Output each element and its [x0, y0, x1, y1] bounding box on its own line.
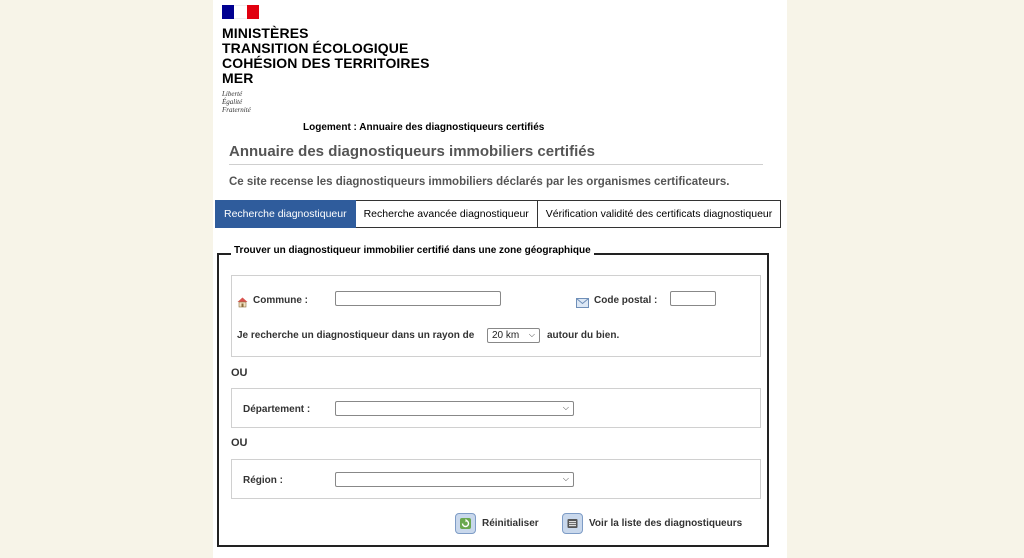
chevron-down-icon: ⌵	[562, 474, 569, 483]
logo-line-3: COHÉSION DES TERRITOIRES	[222, 55, 430, 71]
republic-motto: Liberté Égalité Fraternité	[222, 90, 251, 114]
logo-line-2: TRANSITION ÉCOLOGIQUE	[222, 40, 409, 56]
region-label: Région :	[243, 475, 283, 486]
radius-prefix: Je recherche un diagnostiqueur dans un rayon de	[237, 330, 475, 341]
tab-verification-certificats[interactable]: Vérification validité des certificats diagnostiqueur	[538, 200, 781, 228]
list-icon	[562, 513, 583, 534]
code-postal-label: Code postal :	[594, 295, 658, 306]
list-label: Voir la liste des diagnostiqueurs	[589, 518, 743, 529]
code-postal-input[interactable]	[670, 291, 716, 306]
list-diagnostiqueurs-button[interactable]	[562, 513, 742, 534]
page-title: Annuaire des diagnostiqueurs immobiliers certifiés	[229, 143, 763, 165]
departement-select[interactable]	[335, 401, 574, 416]
form-legend: Trouver un diagnostiqueur immobilier certifié dans une zone géographique	[231, 245, 594, 256]
main-page	[213, 0, 787, 558]
breadcrumb: Logement : Annuaire des diagnostiqueurs certifiés	[303, 122, 545, 133]
logo-line-1: MINISTÈRES	[222, 25, 309, 41]
logo-line-4: MER	[222, 70, 254, 86]
search-form	[217, 245, 769, 547]
reset-label: Réinitialiser	[482, 518, 539, 529]
page-subtitle: Ce site recense les diagnostiqueurs immobiliers déclarés par les organismes certificateurs.	[229, 176, 730, 188]
french-flag-icon	[222, 5, 259, 19]
region-section	[231, 459, 761, 499]
commune-section	[231, 275, 761, 357]
radius-select[interactable]: 20 km ⌵	[487, 328, 540, 343]
tab-recherche-avancee[interactable]: Recherche avancée diagnostiqueur	[356, 200, 538, 228]
region-select[interactable]	[335, 472, 574, 487]
radius-suffix: autour du bien.	[547, 330, 620, 341]
house-icon	[237, 295, 248, 313]
envelope-icon	[576, 295, 589, 313]
reset-icon	[455, 513, 476, 534]
or-separator: OU	[231, 367, 248, 379]
departement-label: Département :	[243, 404, 311, 415]
reset-button[interactable]	[455, 513, 539, 534]
search-tabs	[215, 200, 781, 228]
chevron-down-icon: ⌵	[528, 330, 535, 339]
ministry-logo	[222, 5, 430, 114]
departement-section	[231, 388, 761, 428]
tab-recherche-diagnostiqueur[interactable]: Recherche diagnostiqueur	[215, 200, 356, 228]
chevron-down-icon: ⌵	[562, 403, 569, 412]
commune-input[interactable]	[335, 291, 501, 306]
commune-label: Commune :	[253, 295, 308, 306]
or-separator: OU	[231, 437, 248, 449]
